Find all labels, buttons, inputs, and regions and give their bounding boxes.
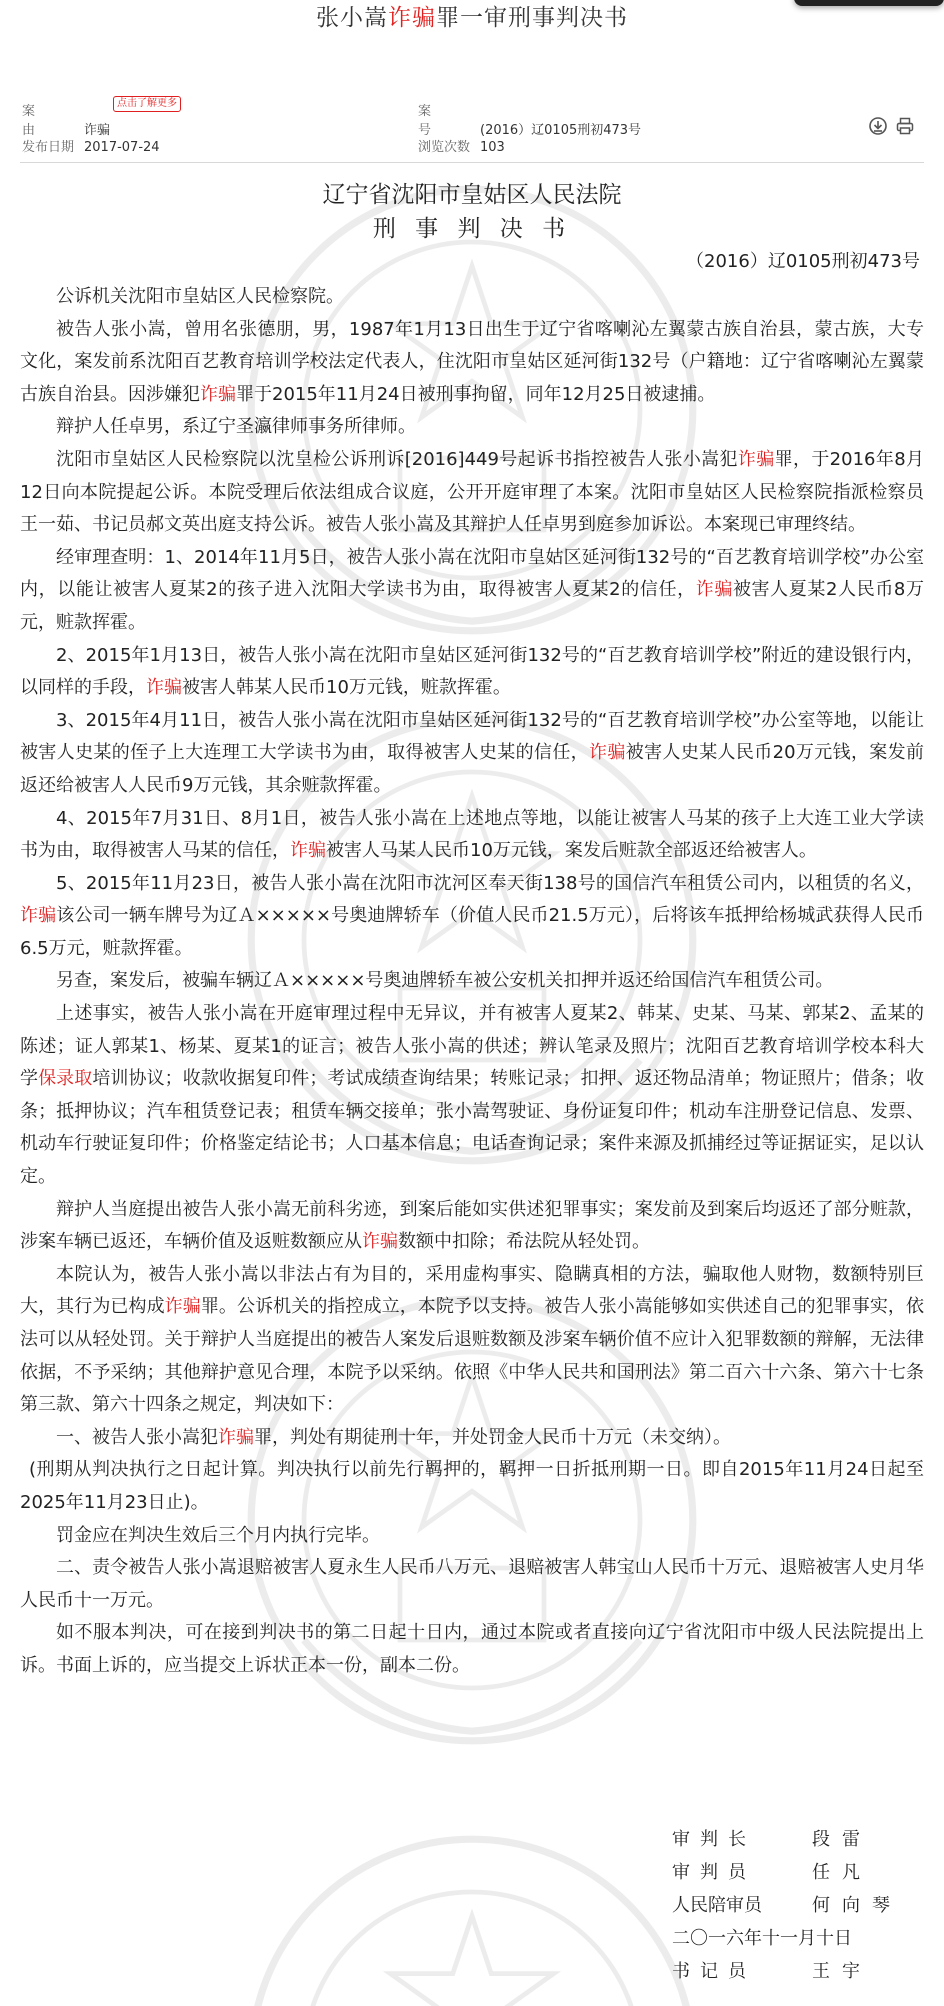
signature-name: 任凡 — [812, 1862, 872, 1883]
document-type: 刑 事 判 决 书 — [372, 216, 572, 242]
paragraph-text: (刑期从判决执行之日起计算。判决执行以前先行羁押的，羁押一日折抵刑期一日。即自2015年11月24日起至2025年11月23日止)。 — [20, 1459, 924, 1513]
signature-row — [672, 1922, 902, 1955]
signature-row — [672, 1823, 902, 1856]
title-prefix: 张小嵩 — [316, 5, 388, 31]
highlighted-keyword: 诈骗 — [164, 1296, 201, 1318]
judgment-paragraph — [20, 1552, 924, 1617]
title-suffix: 罪一审刑事判决书 — [436, 5, 628, 31]
paragraph-text: 罚金应在判决生效后三个月内执行完毕。 — [56, 1524, 380, 1546]
paragraph-text: 罪于2015年11月24日被刑事拘留，同年12月25日被逮捕。 — [236, 383, 716, 405]
highlighted-keyword: 诈骗 — [695, 579, 733, 601]
paragraph-text: 被害人史某人民币20万元钱，案发前返还给被害人人民币9万元钱，其余赃款挥霍。 — [20, 742, 925, 796]
highlighted-keyword: 保录取 — [38, 1068, 93, 1090]
toolbar — [868, 116, 920, 136]
title-keyword: 诈骗 — [388, 5, 436, 31]
signature-row — [672, 1955, 902, 1988]
judgment-paragraph — [20, 411, 924, 444]
learn-more-link[interactable]: 点击了解更多 — [113, 96, 181, 112]
highlighted-keyword: 诈骗 — [362, 1231, 398, 1253]
view-count-value: 103 — [480, 140, 505, 155]
judgment-paragraph — [20, 965, 924, 998]
judgment-paragraph — [20, 705, 924, 803]
paragraph-text: 数额中扣除；希法院从轻处罚。 — [398, 1231, 650, 1253]
paragraph-text: 5、2015年11月23日，被告人张小嵩在沈阳市沈河区奉天街138号的国信汽车租赁公司内，以租赁的名义， — [56, 872, 924, 894]
paragraph-text: 辩护人任卓男，系辽宁圣瀛律师事务所律师。 — [56, 416, 416, 438]
case-number-row — [418, 100, 641, 138]
signature-role: 审判员 — [672, 1862, 756, 1883]
header-divider — [20, 162, 924, 163]
signature-role: 书记员 — [672, 1961, 756, 1982]
download-icon[interactable] — [868, 116, 888, 136]
highlighted-keyword: 诈骗 — [200, 383, 236, 405]
paragraph-text: 被害人夏某2人民币8万元，赃款挥霍。 — [20, 579, 925, 633]
signature-row — [672, 1889, 902, 1922]
highlighted-keyword: 诈骗 — [218, 1426, 254, 1448]
judgment-paragraph — [20, 1454, 924, 1519]
publish-date-row — [22, 136, 160, 155]
highlighted-keyword: 诈骗 — [737, 448, 775, 470]
case-cause-value: 诈骗 — [84, 123, 111, 138]
publish-date-value: 2017-07-24 — [84, 140, 160, 155]
page-title — [0, 0, 944, 36]
judgment-body — [20, 281, 924, 1683]
signature-role: 审判长 — [672, 1829, 756, 1850]
judgment-paragraph — [20, 998, 924, 1194]
signature-block — [672, 1823, 902, 1988]
judgment-paragraph — [20, 314, 924, 412]
judgment-paragraph — [20, 868, 924, 966]
paragraph-text: 2、2015年1月13日，被告人张小嵩在沈阳市皇姑区延河街132号的“百艺教育培训学校”附近的建设银行内，以同样的手段， — [20, 644, 924, 699]
judgment-paragraph — [20, 1259, 924, 1422]
signature-row — [672, 1856, 902, 1889]
paragraph-text: 经审理查明：1、2014年11月5日，被告人张小嵩在沈阳市皇姑区延河街132号的“百艺教育培训学校”办公室内，以能让被害人夏某2的孩子进入沈阳大学读书为由，取得被害人夏某2的信任， — [20, 546, 924, 601]
highlighted-keyword: 诈骗 — [20, 905, 57, 927]
highlighted-keyword: 诈骗 — [589, 742, 626, 764]
paragraph-text: 4、2015年7月31日、8月1日，被告人张小嵩在上述地点等地，以能让被害人马某的孩子上大连工业大学读书为由，取得被害人马某的信任， — [20, 807, 924, 862]
case-number-label: 案号 — [418, 104, 452, 138]
view-count-row — [418, 136, 505, 155]
paragraph-text: 公诉机关沈阳市皇姑区人民检察院。 — [56, 286, 344, 307]
judgment-paragraph — [20, 1194, 924, 1259]
paragraph-text: 被害人韩某人民币10万元钱，赃款挥霍。 — [182, 677, 511, 699]
case-cause-row — [22, 100, 110, 138]
paragraph-text: 培训协议；收款收据复印件；考试成绩查询结果；转账记录；扣押、返还物品清单；物证照片；借条；收条；抵押协议；汽车租赁登记表；租赁车辆交接单；张小嵩驾驶证、身份证复印件；机动车注册登记信息、发票、机动车行驶证复印件；价格鉴定结论书；人口基本信息；电话查询记录；案件来源及抓捕经过等证据证实，足以认定。 — [20, 1068, 925, 1188]
signature-role: 二〇一六年十一月十日 — [672, 1928, 852, 1949]
paragraph-text: 该公司一辆车牌号为辽Ａ×××××号奥迪牌轿车（价值人民币21.5万元），后将该车抵押给杨城武获得人民币6.5万元，赃款挥霍。 — [20, 905, 925, 959]
signature-name: 王宇 — [812, 1961, 872, 1982]
signature-name: 段雷 — [812, 1829, 872, 1850]
publish-date-label: 发布日期 — [22, 140, 75, 155]
paragraph-text: 3、2015年4月11日，被告人张小嵩在沈阳市皇姑区延河街132号的“百艺教育培训学校”办公室等地，以能让被害人史某的侄子上大连理工大学读书为由，取得被害人史某的信任， — [20, 709, 924, 764]
print-icon[interactable] — [895, 116, 915, 136]
judgment-paragraph — [20, 1617, 924, 1682]
paragraph-text: 如不服本判决，可在接到判决书的第二日起十日内，通过本院或者直接向辽宁省沈阳市中级人民法院提出上诉。书面上诉的，应当提交上诉状正本一份，副本二份。 — [20, 1622, 924, 1676]
paragraph-text: 另查，案发后，被骗车辆辽Ａ×××××号奥迪牌轿车被公安机关扣押并返还给国信汽车租赁公司。 — [56, 970, 834, 992]
paragraph-text: 被害人马某人民币10万元钱，案发后赃款全部返还给被害人。 — [326, 840, 817, 862]
paragraph-text: 沈阳市皇姑区人民检察院以沈皇检公诉刑诉[2016]449号起诉书指控被告人张小嵩犯 — [56, 448, 738, 470]
signature-role: 人民陪审员 — [672, 1895, 762, 1916]
document-number: （2016）辽0105刑初473号 — [686, 251, 920, 272]
paragraph-text: 二、责令被告人张小嵩退赔被害人夏永生人民币八万元、退赔被害人韩宝山人民币十万元、退赔被害人史月华人民币十一万元。 — [20, 1557, 924, 1611]
judgment-paragraph — [20, 1422, 924, 1455]
court-emblem-watermark — [232, 1820, 712, 2006]
paragraph-text: 罪，于2016年8月12日向本院提起公诉。本院受理后依法组成合议庭，公开开庭审理了本案。沈阳市皇姑区人民检察院指派检察员王一茹、书记员郝文英出庭支持公诉。被告人张小嵩及其辩护人任卓男到庭参加诉讼。本案现已审理终结。 — [20, 448, 924, 536]
judgment-paragraph — [20, 803, 924, 868]
judgment-paragraph — [20, 542, 924, 640]
highlighted-keyword: 诈骗 — [290, 840, 326, 862]
paragraph-text: 上述事实，被告人张小嵩在开庭审理过程中无异议，并有被害人夏某2、韩某、史某、马某、郭某2、孟某的陈述；证人郭某1、杨某、夏某1的证言；被告人张小嵩的供述；辨认笔录及照片；沈阳百艺教育培训学校本科大学 — [20, 1003, 924, 1090]
judgment-paragraph — [20, 1520, 924, 1553]
paragraph-text: 辩护人当庭提出被告人张小嵩无前科劣迹，到案后能如实供述犯罪事实；案发前及到案后均返还了部分赃款，涉案车辆已返还，车辆价值及返赃数额应从 — [20, 1198, 924, 1253]
judgment-paragraph — [20, 640, 924, 705]
court-name: 辽宁省沈阳市皇姑区人民法院 — [322, 182, 622, 208]
paragraph-text: 被告人张小嵩，曾用名张德朋，男，1987年1月13日出生于辽宁省喀喇沁左翼蒙古族自治县，蒙古族，大专文化，案发前系沈阳百艺教育培训学校法定代表人，住沈阳市皇姑区延河街132号（户籍地：辽宁省喀喇沁左翼蒙古族自治县。因涉嫌犯 — [20, 318, 924, 405]
case-number-value: (2016）辽0105刑初473号 — [480, 123, 642, 138]
signature-name: 何向琴 — [812, 1895, 902, 1916]
paragraph-text: 罪，判处有期徒刑十年，并处罚金人民币十万元（未交纳）。 — [254, 1426, 731, 1448]
case-cause-label: 案由 — [22, 104, 56, 138]
paragraph-text: 一、被告人张小嵩犯 — [56, 1426, 218, 1448]
paragraph-text: 本院认为，被告人张小嵩以非法占有为目的，采用虚构事实、隐瞒真相的方法，骗取他人财物，数额特别巨大，其行为已构成 — [20, 1263, 924, 1318]
judgment-paragraph — [20, 444, 924, 542]
judgment-paragraph — [20, 281, 924, 314]
highlighted-keyword: 诈骗 — [146, 677, 182, 699]
paragraph-text: 罪。公诉机关的指控成立，本院予以支持。被告人张小嵩能够如实供述自己的犯罪事实，依法可以从轻处罚。关于辩护人当庭提出的被告人案发后退赃数额及涉案车辆价值不应计入犯罪数额的辩解，无法律依据，不予采纳；其他辩护意见合理，本院予以采纳。依照《中华人民共和国刑法》第二百六十六条、第六十七条第三款、第六十四条之规定，判决如下： — [20, 1296, 925, 1416]
view-count-label: 浏览次数 — [418, 140, 471, 155]
